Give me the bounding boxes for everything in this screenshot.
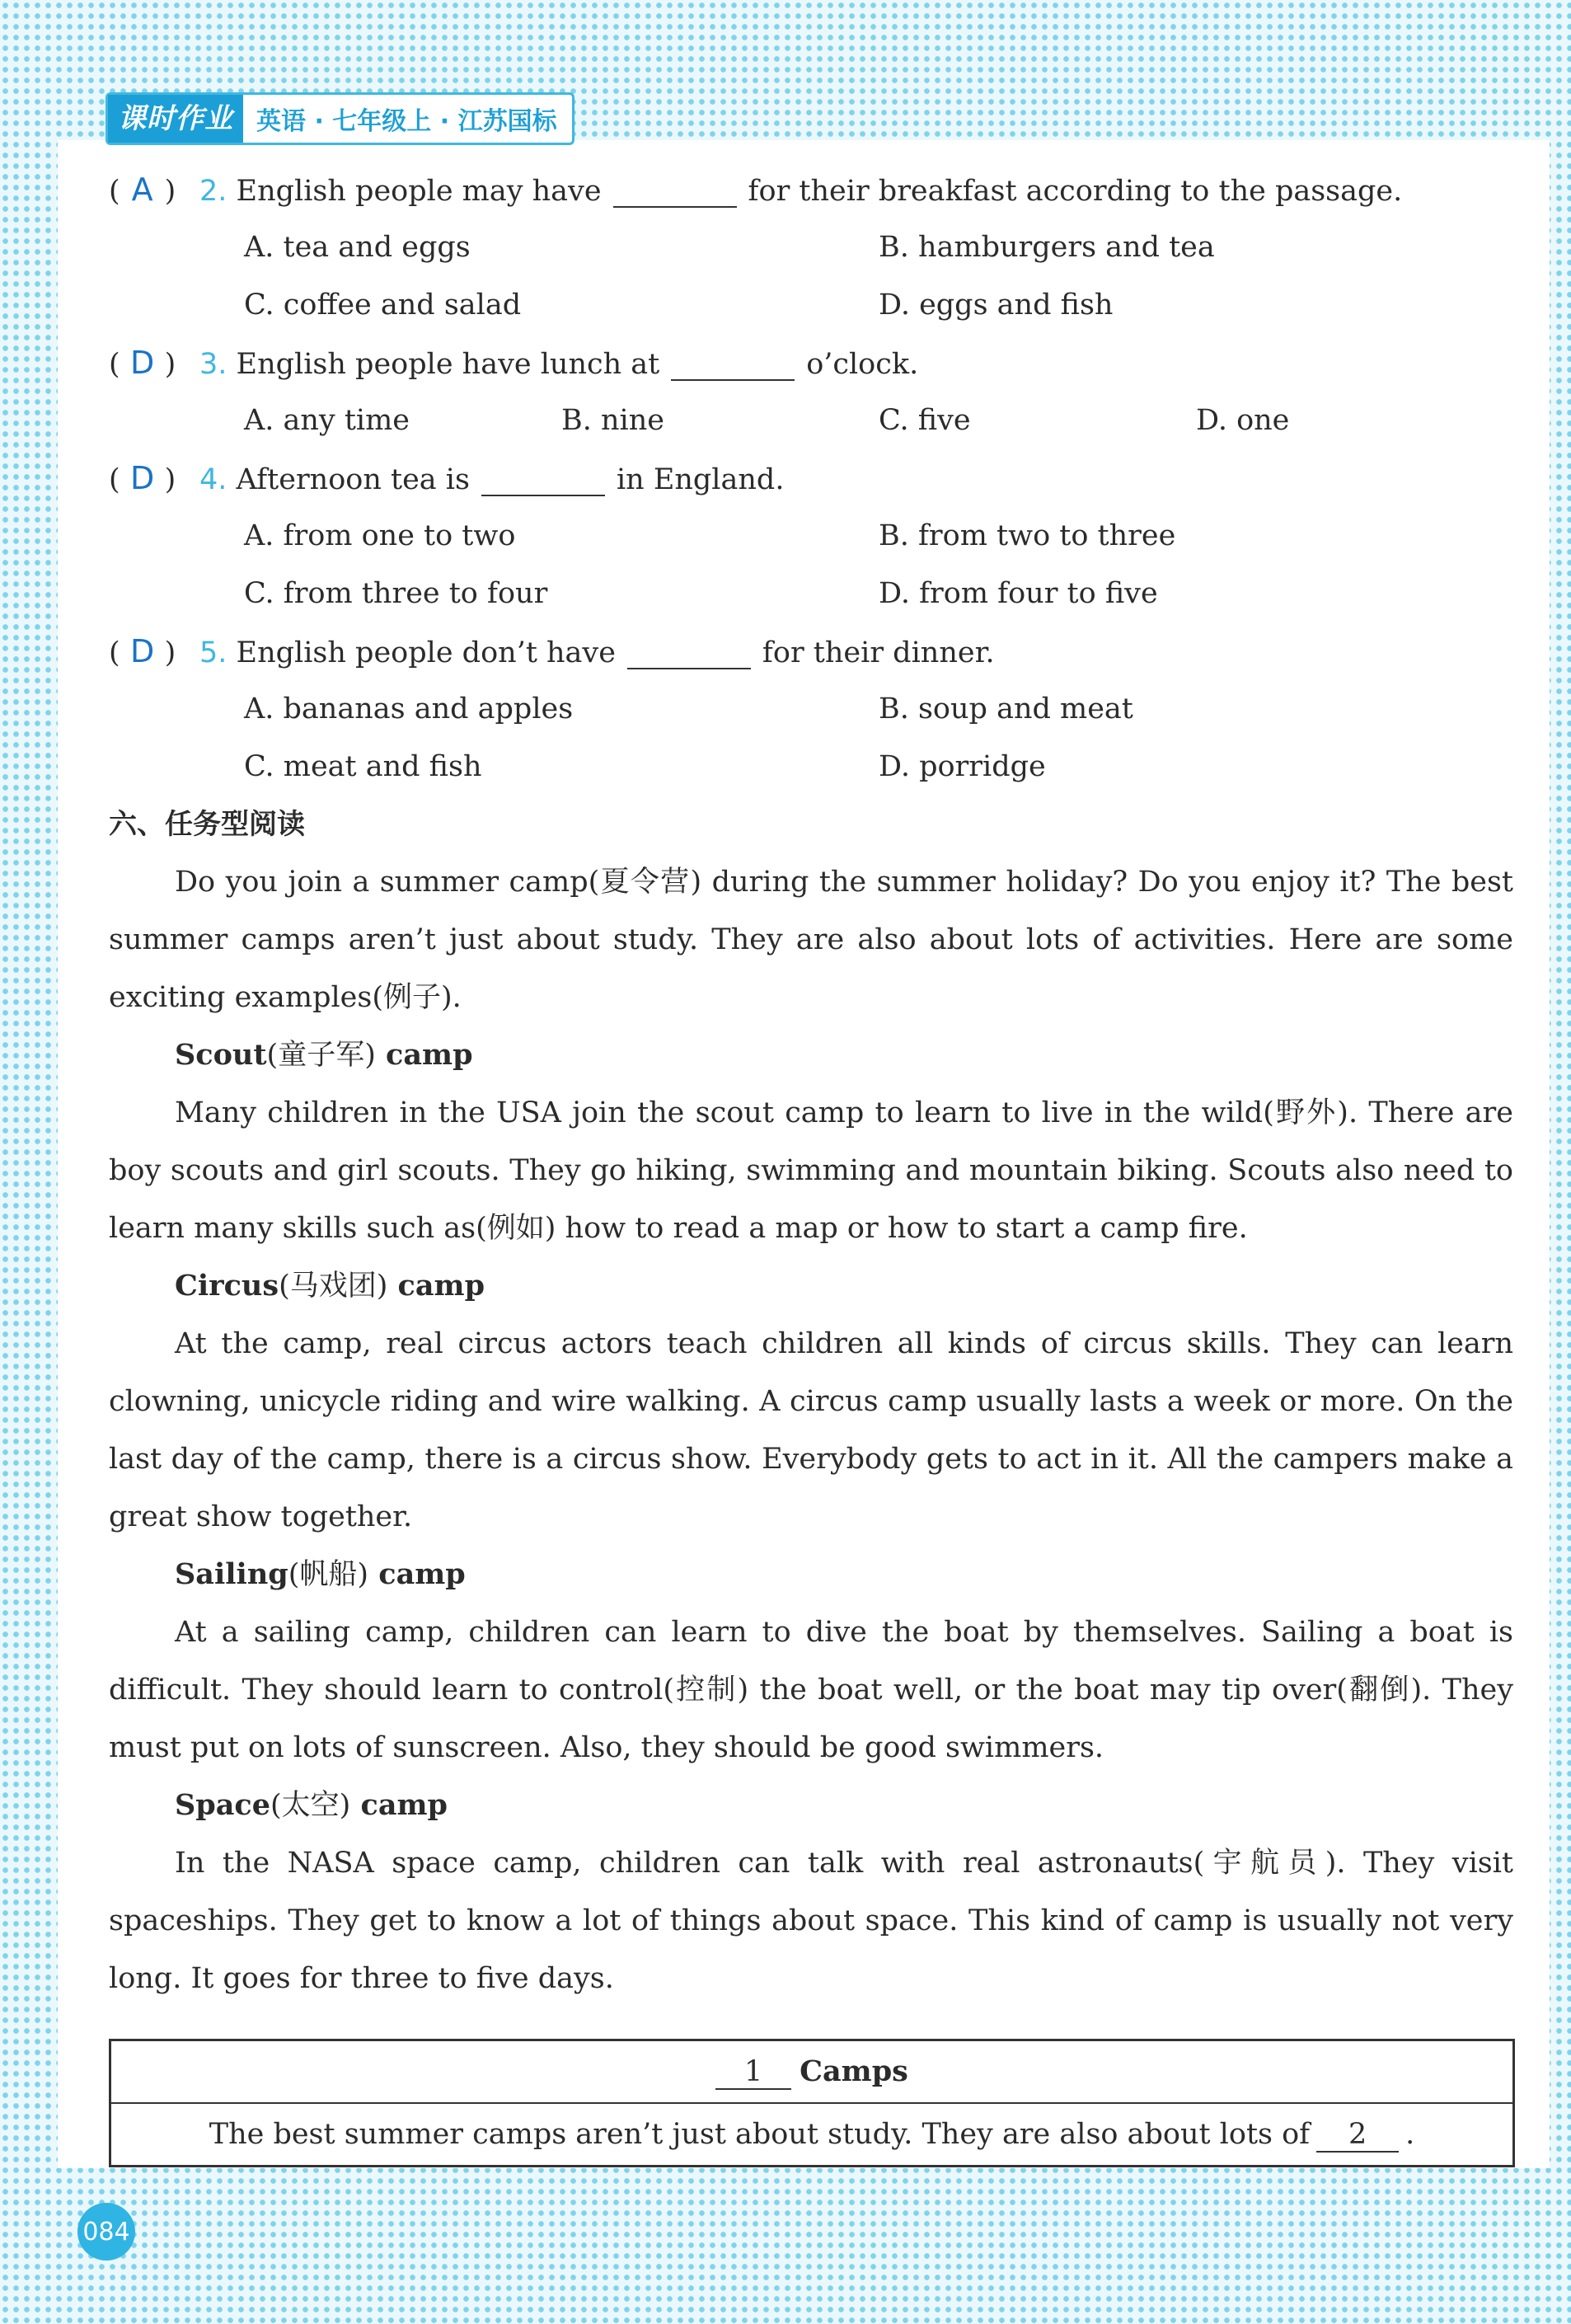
page-number: 084 <box>77 2203 135 2261</box>
question-number: 4. <box>199 463 227 496</box>
question-2: ( A ) 2. English people may have for their breakfast according to the passage. <box>109 161 1513 218</box>
question-stem-end: o’clock. <box>806 348 919 381</box>
answer-blank <box>613 178 737 208</box>
passage-circus: At the camp, real circus actors teach children all kinds of circus skills. They can learn clowning, unicycle riding and wire walking. A circus camp usually lasts a week or more. On the last day of the camp, there is a circus show. Everybody gets to act in it. All the campers make a great show together. <box>109 1327 1513 1533</box>
options-row <box>109 565 1513 622</box>
table-row: The best summer camps aren’t just about study. They are also about lots of 2 . <box>110 2103 1514 2167</box>
book-logo: 课时作业 <box>108 95 243 143</box>
options-row <box>109 738 1513 796</box>
options-row <box>109 680 1513 738</box>
options-row <box>109 218 1513 276</box>
option: C. coffee and salad <box>244 289 522 322</box>
question-number: 5. <box>199 636 227 669</box>
answer-mark: D <box>130 345 155 381</box>
passage-space: In the NASA space camp, children can talk with real astronauts(宇航员). They visit spaceships. They get to know a lot of things about space. This kind of camp is usually not very long. It goes for three to five days. <box>109 1847 1513 1995</box>
options-row <box>109 507 1513 565</box>
passage-intro: Do you join a summer camp(夏令营) during the summer holiday? Do you enjoy it? The best summer camps aren’t just about study. They are also about lots of activities. Here are some exciting examples(例子). <box>109 866 1513 1014</box>
summary-table <box>109 2039 1515 2167</box>
option: B. from two to three <box>879 519 1176 552</box>
table-blank-2: 2 <box>1316 2118 1399 2153</box>
section-title: 六、任务型阅读 <box>109 808 305 841</box>
subheading-circus: Circus(马戏团) camp <box>175 1269 485 1303</box>
question-stem: English people don’t have <box>236 636 616 669</box>
book-header <box>106 92 574 145</box>
option: C. five <box>879 404 971 437</box>
table-header: 1 Camps <box>110 2040 1514 2104</box>
option: A. from one to two <box>244 519 516 552</box>
question-number: 2. <box>199 175 227 208</box>
content <box>109 161 1513 2167</box>
option: C. from three to four <box>244 577 548 610</box>
question-5: ( D ) 5. English people don’t have for their dinner. <box>109 622 1513 680</box>
question-number: 3. <box>199 348 227 381</box>
answer-mark: A <box>131 171 153 208</box>
options-row <box>109 392 1513 449</box>
answer-blank <box>671 351 795 381</box>
option: B. hamburgers and tea <box>879 231 1215 264</box>
passage-sailing: At a sailing camp, children can learn to dive the boat by themselves. Sailing a boat is difficult. They should learn to control(控制) the boat well, or the boat may tip over(翻倒). They must put on lots of sunscreen. Also, they should be good swimmers. <box>109 1616 1513 1764</box>
question-stem-end: for their dinner. <box>762 636 995 669</box>
subheading-sailing: Sailing(帆船) camp <box>175 1557 466 1591</box>
question-3: ( D ) 3. English people have lunch at o’clock. <box>109 334 1513 392</box>
subheading-space: Space(太空) camp <box>175 1788 448 1822</box>
option: A. tea and eggs <box>244 231 471 264</box>
option: D. one <box>1196 404 1290 437</box>
option: D. eggs and fish <box>879 289 1114 322</box>
question-stem: English people have lunch at <box>236 348 660 381</box>
subheading-scout: Scout(童子军) camp <box>175 1038 473 1072</box>
option: D. porridge <box>879 750 1046 783</box>
answer-mark: D <box>130 460 155 496</box>
option: B. soup and meat <box>879 693 1133 725</box>
answer-mark: D <box>130 633 155 669</box>
question-4: ( D ) 4. Afternoon tea is in England. <box>109 449 1513 507</box>
option: C. meat and fish <box>244 750 482 783</box>
question-stem: English people may have <box>236 175 602 208</box>
question-stem-end: in England. <box>616 463 785 496</box>
answer-blank <box>481 467 605 496</box>
option: A. bananas and apples <box>244 693 574 725</box>
option: D. from four to five <box>879 577 1158 610</box>
book-subtitle: 英语 · 七年级上 · 江苏国标 <box>256 107 557 136</box>
question-stem-end: for their breakfast according to the passage. <box>748 175 1403 208</box>
option: A. any time <box>244 404 410 437</box>
table-blank-1: 1 <box>715 2055 791 2090</box>
options-row <box>109 276 1513 334</box>
passage-scout: Many children in the USA join the scout camp to learn to live in the wild(野外). There are boy scouts and girl scouts. They go hiking, swimming and mountain biking. Scouts also need to learn many skills such as(例如) how to read a map or how to start a camp fire. <box>109 1096 1513 1245</box>
question-stem: Afternoon tea is <box>236 463 470 496</box>
answer-blank <box>627 640 751 669</box>
option: B. nine <box>561 404 664 437</box>
